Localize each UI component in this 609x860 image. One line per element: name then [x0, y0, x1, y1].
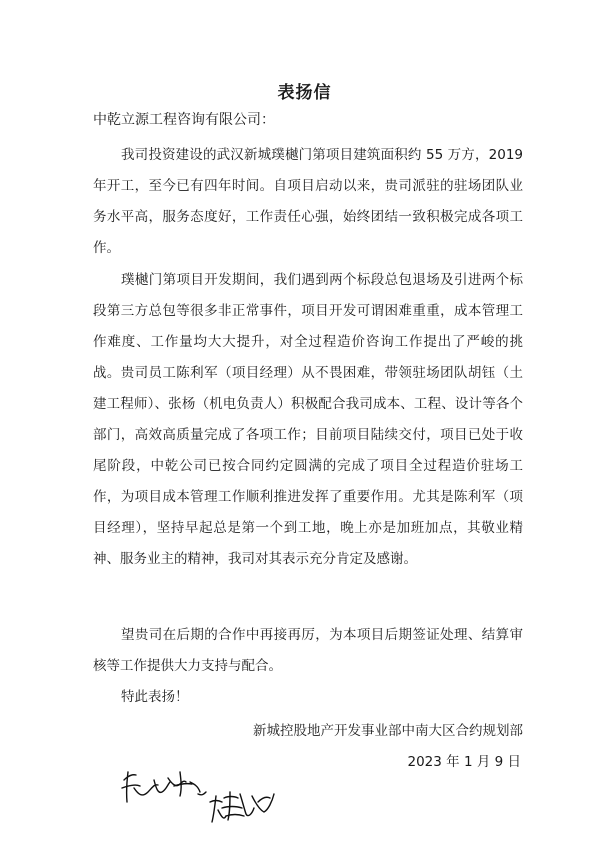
paragraph-1: 我司投资建设的武汉新城璞樾门第项目建筑面积约 55 万方，2019 年开工，至今已有四年时间。自项目启动以来，贵司派驻的驻场团队业务水平高，服务态度好，工作责任心强，始终团结一致积极完成各项工作。	[93, 147, 523, 256]
signature-1	[122, 772, 206, 802]
paragraph-3: 望贵司在后期的合作中再接再厉，为本项目后期签证处理、结算审核等工作提供大力支持与配合。	[93, 627, 523, 674]
salutation: 中乾立源工程咨询有限公司：	[93, 112, 275, 128]
paragraph-2: 璞樾门第项目开发期间，我们遇到两个标段总包退场及引进两个标段第三方总包等很多非正常事件，项目开发可谓困难重重，成本管理工作难度、工作量均大大提升，对全过程造价咨询工作提出了严峻的挑战。贵司员工陈利军（项目经理）从不畏困难，带领驻场团队胡钰（土建工程师）、张杨（机电负责人）积极配合我司成本、工程、设计等各个部门，高效高质量完成了各项工作；目前项目陆续交付，项目已处于收尾阶段，中乾公司已按合同约定圆满的完成了项目全过程造价驻场工作，为项目成本管理工作顺利推进发挥了重要作用。尤其是陈利军（项目经理），坚持早起总是第一个到工地，晚上亦是加班加点，其敬业精神、服务业主的精神，我司对其表示充分肯定及感谢。	[93, 272, 523, 567]
closing-remark: 特此表扬！	[121, 689, 189, 705]
signature-2	[210, 792, 274, 822]
handwritten-signatures	[118, 758, 288, 838]
sender-organization: 新城控股地产开发事业部中南大区合约规划部	[253, 723, 523, 739]
letter-date: 2023 年 1 月 9 日	[407, 754, 521, 770]
letter-title: 表扬信	[277, 83, 332, 103]
